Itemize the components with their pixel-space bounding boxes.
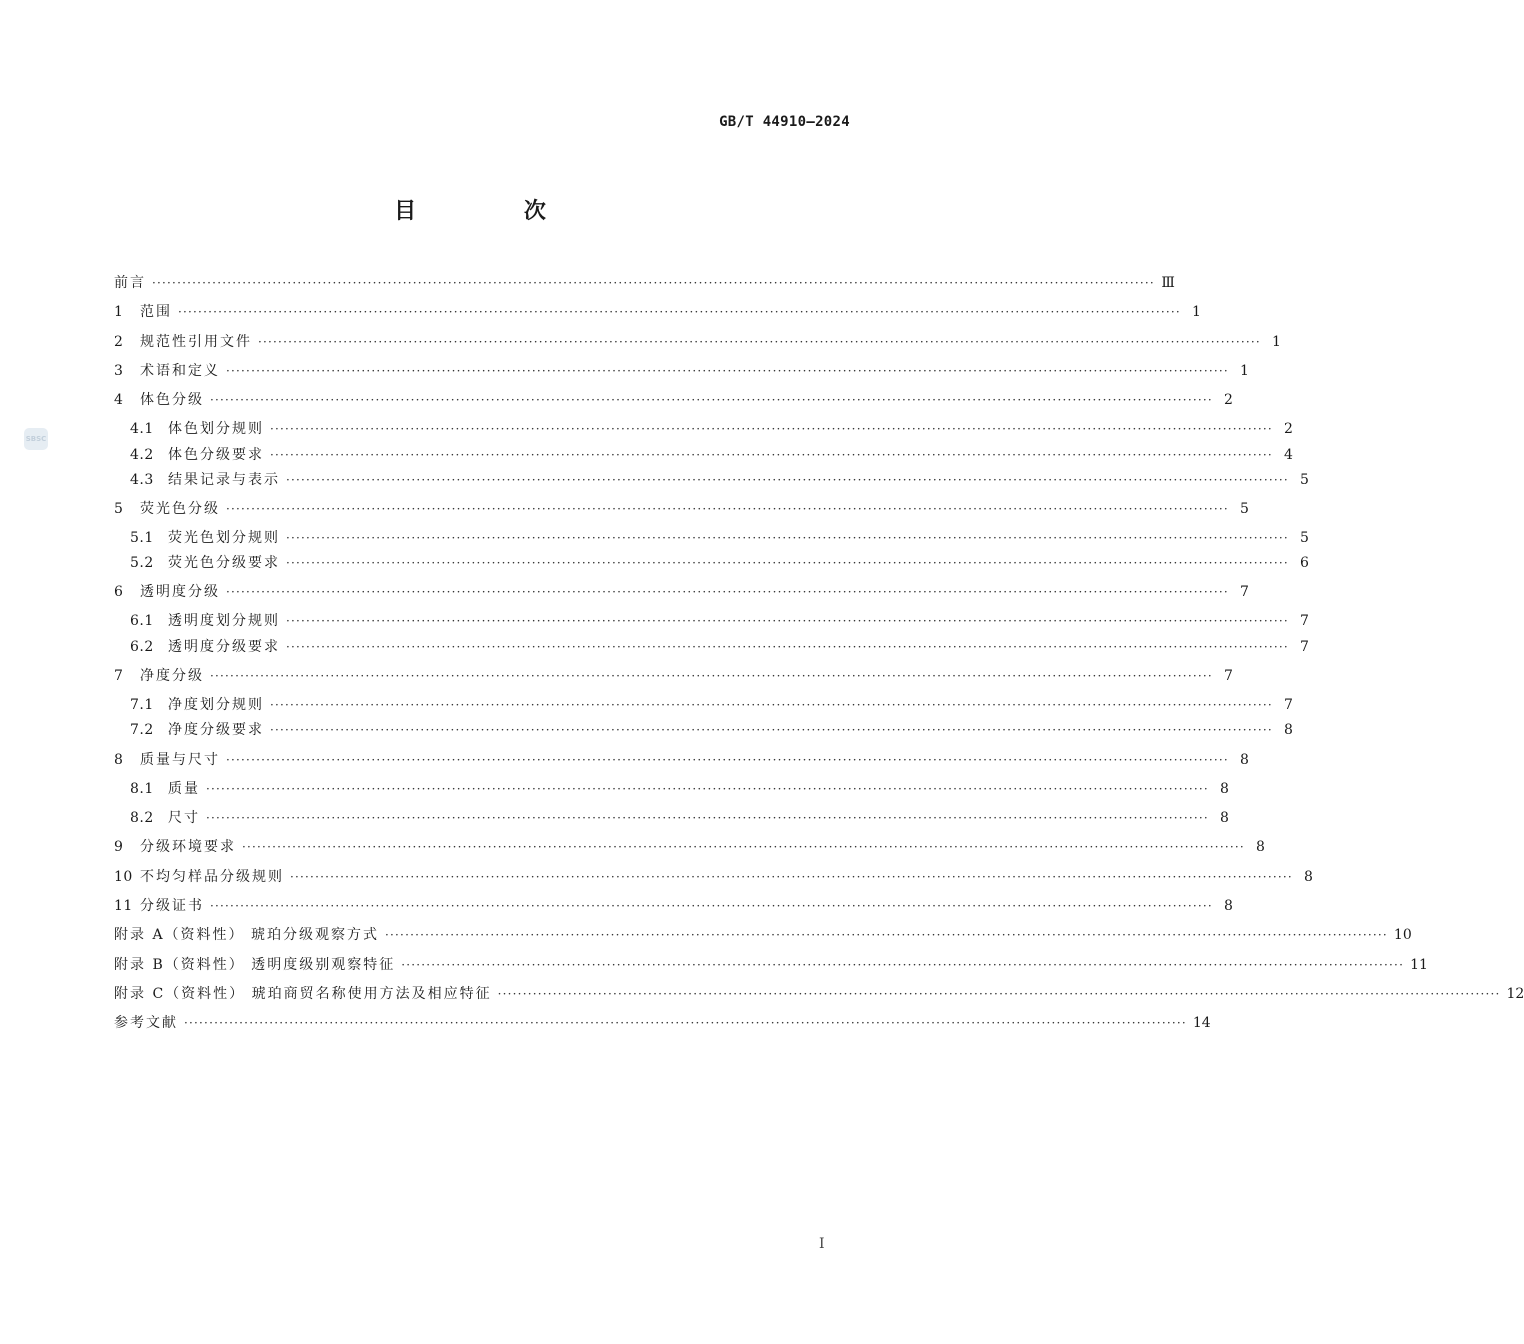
toc-leader-dots: ········································································································································································································ [286,640,1289,654]
toc-entry[interactable] [114,1012,1211,1034]
toc-entry-page: 4 [1283,447,1293,463]
toc-entry-page: 2 [1283,421,1293,437]
toc-entry-label: 尺寸 [168,810,200,826]
toc-entry-label: 荧光色分级要求 [168,555,280,571]
toc-leader-dots: ········································································································································································································ [210,393,1213,407]
toc-entry-number: 7 [114,668,124,684]
toc-entry[interactable] [114,954,1428,976]
toc-entry-page: 6 [1299,555,1309,571]
toc-entry-label: 分级证书 [140,898,204,914]
toc-leader-dots: ········································································································································································································ [286,531,1289,545]
toc-entry-label: 分级环境要求 [140,839,236,855]
standard-code: GB/T 44910—2024 [719,114,850,130]
toc-entry-page: 10 [1393,927,1412,943]
toc-leader-dots: ········································································································································································································ [226,502,1229,516]
toc-entry-page: 2 [1223,392,1233,408]
toc-entry-page: 7 [1223,668,1233,684]
toc-leader-dots: ········································································································································································································ [290,870,1293,884]
toc-leader-dots: ········································································································································································································ [258,335,1261,349]
toc-entry-label: 不均匀样品分级规则 [140,869,284,885]
toc-entry-page: 11 [1410,957,1428,973]
toc-entry-number: 4.2 [130,447,154,463]
toc-leader-dots: ········································································································································································································ [270,448,1273,462]
toc-entry-page: 14 [1192,1015,1211,1031]
toc-leader-dots: ········································································································································································································ [286,473,1289,487]
toc-entry[interactable] [130,552,1309,574]
toc-entry[interactable] [130,719,1293,741]
toc-entry-label: 体色分级 [140,392,204,408]
toc-entry[interactable] [130,444,1293,466]
toc-entry-number: 8 [114,752,124,768]
toc-entry-label: 术语和定义 [140,363,220,379]
toc-entry-number: 5.1 [130,530,154,546]
toc-entry-number: 1 [114,304,124,320]
toc-entry-label: 质量与尺寸 [140,752,220,768]
toc-entry-page: 7 [1283,697,1293,713]
toc-entry[interactable] [114,866,1313,888]
toc-entry-number: 6 [114,584,124,600]
toc-leader-dots: ········································································································································································································ [206,782,1209,796]
toc-leader-dots: ········································································································································································································ [497,987,1501,1001]
toc-entry-page: 7 [1299,613,1309,629]
toc-entry-page: 8 [1239,752,1249,768]
toc-entry-page: 8 [1283,722,1293,738]
toc-entry-page: 1 [1271,334,1281,350]
toc-entry-label: 透明度分级要求 [168,639,280,655]
toc-entry[interactable] [114,895,1233,917]
toc-entry-label: 透明度分级 [140,584,220,600]
toc-entry-label: 质量 [168,781,200,797]
toc-leader-dots: ········································································································································································································ [152,276,1155,290]
toc-entry[interactable] [130,418,1293,440]
toc-entry[interactable] [130,636,1309,658]
toc-entry-page: 5 [1239,501,1249,517]
toc-entry-number: 5 [114,501,124,517]
toc-leader-dots: ········································································································································································································ [226,753,1229,767]
toc-entry[interactable] [114,360,1249,382]
toc-entry-page: 12 [1506,986,1524,1002]
toc-entry-label: 附录 A（资料性） 琥珀分级观察方式 [114,927,380,943]
toc-entry[interactable] [114,749,1249,771]
toc-entry-number: 11 [114,898,133,914]
toc-entry-number: 7.1 [130,697,154,713]
toc-entry[interactable] [114,301,1201,323]
toc-entry-page: 5 [1299,530,1309,546]
toc-leader-dots: ········································································································································································································ [226,364,1229,378]
toc-leader-dots: ········································································································································································································ [210,899,1213,913]
toc-entry[interactable] [114,983,1524,1005]
toc-entry-page: 1 [1239,363,1249,379]
toc-leader-dots: ········································································································································································································ [270,422,1273,436]
toc-entry[interactable] [114,331,1281,353]
toc-entry-number: 3 [114,363,124,379]
toc-entry-label: 结果记录与表示 [168,472,280,488]
toc-entry-page: 5 [1299,472,1309,488]
toc-entry-label: 体色划分规则 [168,421,264,437]
toc-entry[interactable] [114,836,1265,858]
toc-entry-number: 6.2 [130,639,154,655]
watermark-logo: SBSC [24,428,48,450]
toc-entry-number: 4.1 [130,421,154,437]
toc-entry-number: 4 [114,392,124,408]
toc-entry[interactable] [114,924,1412,946]
toc-entry-number: 7.2 [130,722,154,738]
toc-leader-dots: ········································································································································································································ [401,958,1405,972]
toc-entry-number: 2 [114,334,124,350]
toc-entry-page: 7 [1299,639,1309,655]
toc-entry[interactable] [114,581,1249,603]
toc-leader-dots: ········································································································································································································ [286,556,1289,570]
toc-entry-number: 8.1 [130,781,154,797]
toc-leader-dots: ········································································································································································································ [385,928,1388,942]
toc-entry-label: 附录 B（资料性） 透明度级别观察特征 [114,957,396,973]
toc-entry[interactable] [114,272,1175,294]
toc-entry-number: 4.3 [130,472,154,488]
toc-leader-dots: ········································································································································································································ [184,1016,1187,1030]
toc-entry-label: 参考文献 [114,1015,178,1031]
toc-entry[interactable] [130,610,1309,632]
toc-entry[interactable] [130,469,1309,491]
toc-leader-dots: ········································································································································································································ [242,840,1245,854]
toc-entry-page: 8 [1219,781,1229,797]
page-title: 目 次 [394,199,596,224]
toc-leader-dots: ········································································································································································································ [226,585,1229,599]
toc-entry-page: 8 [1255,839,1265,855]
toc-entry[interactable] [130,694,1293,716]
toc-entry-page: 7 [1239,584,1249,600]
toc-leader-dots: ········································································································································································································ [286,614,1289,628]
toc-entry-label: 范围 [140,304,172,320]
toc-entry[interactable] [130,807,1229,829]
toc-entry-page: Ⅲ [1161,275,1175,291]
toc-entry-label: 规范性引用文件 [140,334,252,350]
page-number: I [819,1236,825,1252]
toc-entry-label: 透明度划分规则 [168,613,280,629]
toc-entry-page: 1 [1191,304,1201,320]
toc-entry[interactable] [130,778,1229,800]
toc-entry-number: 8.2 [130,810,154,826]
toc-entry[interactable] [114,389,1233,411]
toc-entry[interactable] [114,498,1249,520]
toc-leader-dots: ········································································································································································································ [210,669,1213,683]
toc-entry-label: 净度分级 [140,668,204,684]
toc-leader-dots: ········································································································································································································ [206,811,1209,825]
toc-entry[interactable] [130,527,1309,549]
toc-leader-dots: ········································································································································································································ [178,305,1181,319]
toc-entry-number: 9 [114,839,124,855]
toc-entry-label: 荧光色分级 [140,501,220,517]
toc-entry-label: 荧光色划分规则 [168,530,280,546]
toc-leader-dots: ········································································································································································································ [270,723,1273,737]
toc-entry-label: 附录 C（资料性） 琥珀商贸名称使用方法及相应特征 [114,986,492,1002]
toc-entry-label: 净度划分规则 [168,697,264,713]
toc-entry-number: 6.1 [130,613,154,629]
toc-entry-number: 10 [114,869,133,885]
toc-entry-label: 前言 [114,275,146,291]
toc-entry-page: 8 [1223,898,1233,914]
toc-entry-label: 体色分级要求 [168,447,264,463]
toc-entry[interactable] [114,665,1233,687]
toc-entry-page: 8 [1303,869,1313,885]
toc-entry-page: 8 [1219,810,1229,826]
toc-entry-number: 5.2 [130,555,154,571]
toc-entry-label: 净度分级要求 [168,722,264,738]
toc-leader-dots: ········································································································································································································ [270,698,1273,712]
